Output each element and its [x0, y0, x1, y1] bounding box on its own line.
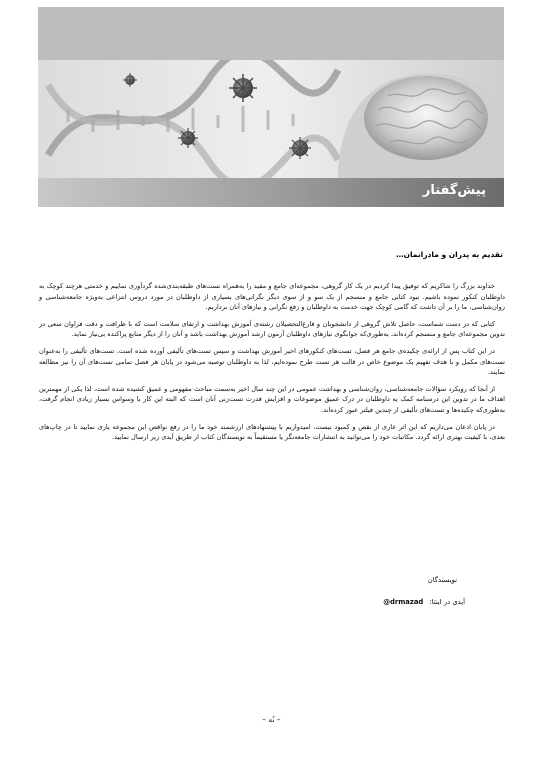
- instagram-handle: @drmazad: [383, 598, 424, 606]
- authors-signature: نویسندگان: [427, 576, 457, 584]
- paragraph-3: در این کتاب پس از ارائه‌ی چکیده‌ی جامع هر فصل، تست‌های کنکورهای اخیر آموزش بهداشت و سپس تست‌های تألیفی آورده شده است. تست‌های تألیفی را به‌عنوان تست‌های مکمل و با هدف تفهیم یک موضوع خاص در قالب هر تست طرح نموده‌ایم، لذا به داوطلبان توصیه می‌شود در پایان هر فصل تمامی تست‌های آن را نیز مطالعه نمایند.: [39, 346, 505, 377]
- instagram-contact: [383, 598, 465, 606]
- header-top-band: [38, 7, 504, 61]
- paragraph-4: از آنجا که رویکرد سؤالات جامعه‌شناسی، روان‌شناسی و بهداشت عمومی در این چند سال اخیر به‌سمت مباحث مفهومی و عمیق کشیده شده است، لذا یکی از مهمترین اهداف ما در تدوین این درسنامه کمک به داوطلبان در درک عمیق موضوعات و افزایش قدرت تست‌زنی آنان است که البته این کار با وسواس بسیار زیادی انجام گرفت، به‌طوری‌که چکیده‌ها و تست‌های تألیفی از چندین فیلتر عبور کرده‌اند.: [39, 384, 505, 414]
- preface-body: [39, 281, 505, 449]
- header-illustration: [38, 60, 504, 178]
- section-title-bar: [38, 178, 504, 207]
- instagram-label: آیدی در اینتا:: [429, 598, 465, 606]
- paragraph-1: خداوند بزرگ را شاکریم که توفیق پیدا کردیم در یک کار گروهی، مجموعه‌ای جامع و مفید را به‌همراه تست‌های طبقه‌بندی‌شده گردآوری نماییم و خدمتی هرچند کوچک به داوطلبان کنکور نموده باشیم. نبود کتابی جامع و منسجم از یک سو و از سوی دیگر نگرانی‌های بسیاری از داوطلبان در مورد دروس انتزاعی به‌ویژه جامعه‌شناسی و روان‌شناسی، ما را بر آن داشت که گامی کوچک جهت خدمت به داوطلبان و رفع نگرانی و نیازهای آنان برداریم.: [39, 282, 505, 312]
- page-title: پیش‌گفتار: [422, 183, 486, 198]
- paragraph-2: کتابی که در دست شماست، حاصل تلاش گروهی از دانشجویان و فارغ‌التحصیلان رشته‌ی آموزش بهداشت و ارتقای سلامت است که با ظرافت و دقت فراوان سعی در تدوین مجموعه‌ای جامع و منسجم کرده‌اند، به‌طوری‌که جوابگوی نیازهای داوطلبان آزمون ارشد آموزش بهداشت باشد و آنان را از دیگر منابع پراکنده بی‌نیاز نماید.: [39, 319, 505, 339]
- dedication-line: تقدیم به پدران و مادرانمان…: [396, 250, 503, 259]
- paragraph-5: در پایان اذعان می‌داریم که این اثر عاری از نقص و کمبود نیست، امیدواریم با پیشنهادهای ارزشمند خود ما را در رفع نواقص این مجموعه یاری نمایید تا در چاپ‌های بعدی، با کیفیت بهتری ارائه گردد. مکاتبات خود را می‌توانید به انتشارات جامعه‌نگر یا مستقیماً به نویسندگان کتاب از طریق آیدی زیر ارسال نمایید.: [39, 422, 505, 442]
- page-number: – نُه –: [262, 715, 281, 724]
